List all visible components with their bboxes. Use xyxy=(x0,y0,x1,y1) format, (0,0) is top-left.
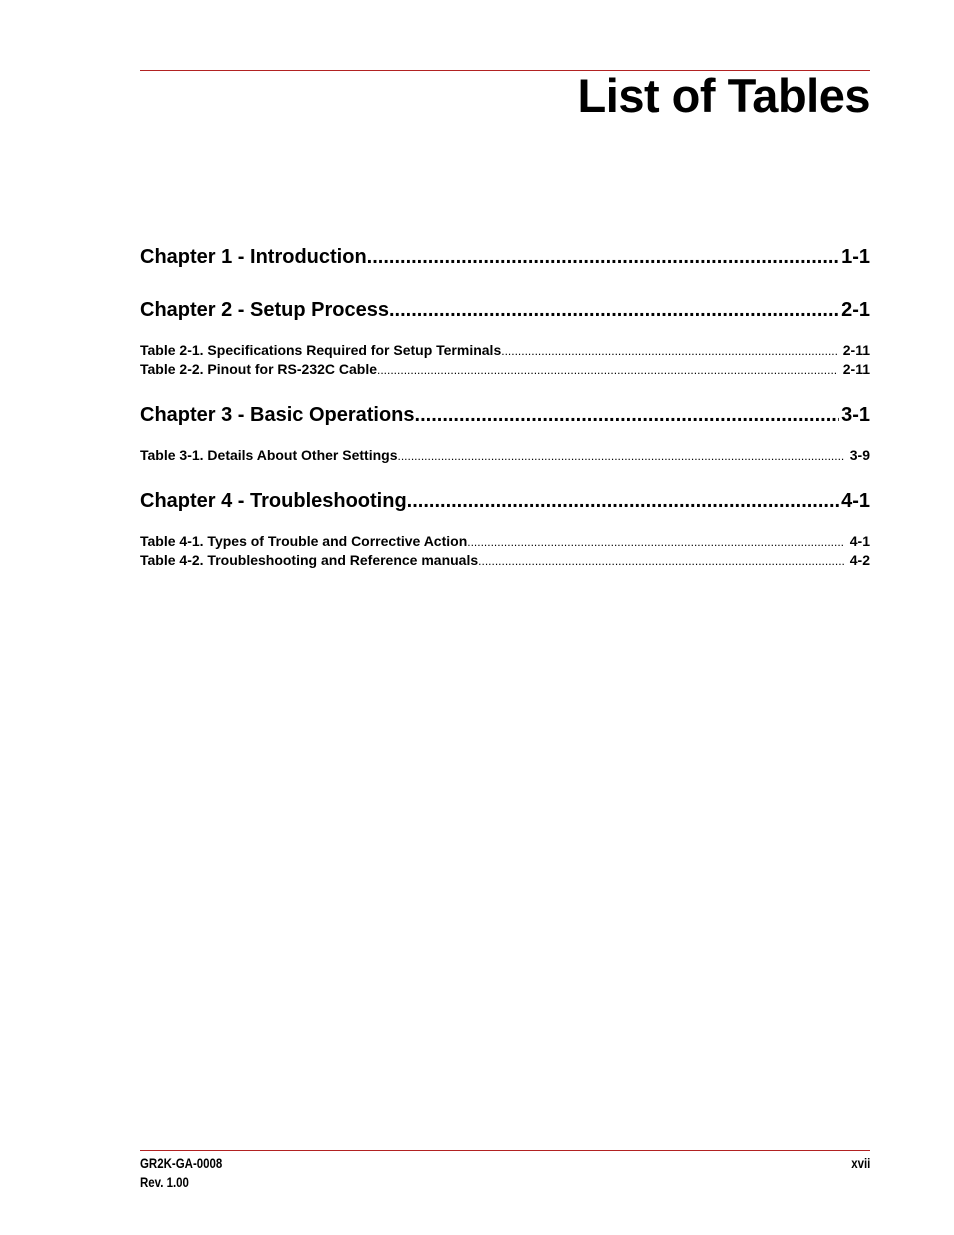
toc-chapter-2[interactable] xyxy=(140,293,870,327)
dot-leader xyxy=(397,447,844,465)
toc-chapter-1[interactable] xyxy=(140,240,870,274)
toc-table-label: Table 2-1. Specifications Required for Setup Terminals xyxy=(140,342,502,358)
dot-leader xyxy=(407,484,839,518)
footer-doc-id: GR2K-GA-0008 xyxy=(140,1155,223,1171)
toc-chapter-4[interactable] xyxy=(140,484,870,518)
footer-revision: Rev. 1.00 xyxy=(140,1174,189,1190)
toc-chapter-label: Chapter 1 - Introduction xyxy=(140,246,367,268)
dot-leader xyxy=(415,398,840,432)
toc-table-4-2[interactable] xyxy=(140,551,870,570)
footer-rule xyxy=(140,1150,870,1151)
footer-doc-info xyxy=(140,1154,222,1192)
dot-leader xyxy=(389,293,839,327)
toc-page-number: 3-9 xyxy=(849,447,870,463)
dot-leader xyxy=(478,552,845,570)
toc-table-4-1[interactable] xyxy=(140,532,870,551)
toc-table-2-2[interactable] xyxy=(140,360,870,379)
dot-leader xyxy=(377,361,838,379)
footer-page-number: xvii xyxy=(850,1155,870,1171)
toc-page-number: 1-1 xyxy=(841,246,870,268)
toc-table-2-1[interactable] xyxy=(140,341,870,360)
page-title: List of Tables xyxy=(577,69,870,122)
toc-table-label: Table 4-2. Troubleshooting and Reference manuals xyxy=(140,552,479,568)
toc-chapter-label: Chapter 2 - Setup Process xyxy=(140,299,389,321)
toc-chapter-3[interactable] xyxy=(140,398,870,432)
toc-table-label: Table 4-1. Types of Trouble and Corrective Action xyxy=(140,533,468,549)
toc-page-number: 4-2 xyxy=(849,552,870,568)
dot-leader xyxy=(467,533,845,551)
toc-chapter-label: Chapter 4 - Troubleshooting xyxy=(140,490,407,512)
toc-page-number: 3-1 xyxy=(841,404,870,426)
toc-page-number: 4-1 xyxy=(849,533,870,549)
toc-page-number: 2-11 xyxy=(842,342,870,358)
toc-page-number: 4-1 xyxy=(841,490,870,512)
dot-leader xyxy=(367,240,839,274)
toc-page-number: 2-11 xyxy=(842,361,870,377)
toc-table-3-1[interactable] xyxy=(140,446,870,465)
toc-table-label: Table 2-2. Pinout for RS-232C Cable xyxy=(140,361,378,377)
toc-table-label: Table 3-1. Details About Other Settings xyxy=(140,447,398,463)
dot-leader xyxy=(501,342,838,360)
toc-chapter-label: Chapter 3 - Basic Operations xyxy=(140,404,415,426)
toc-page-number: 2-1 xyxy=(841,299,870,321)
list-of-tables xyxy=(140,240,870,570)
